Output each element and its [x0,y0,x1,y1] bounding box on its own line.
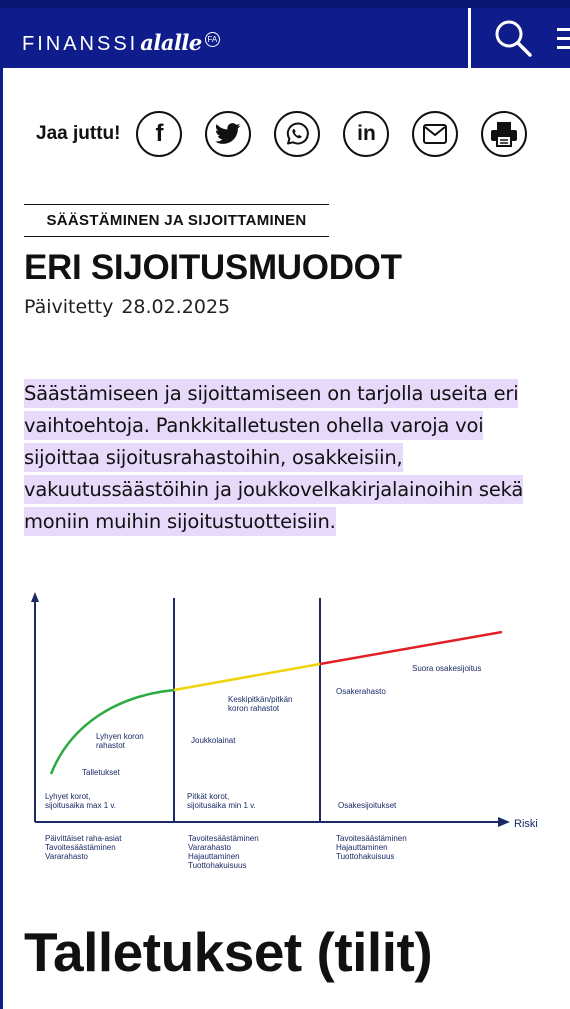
logo-text: FINANSSI [22,33,139,55]
header-divider [468,8,471,68]
label-lyhyen-1: Lyhyen koron [96,732,144,741]
whatsapp-icon [284,121,310,147]
print-icon [490,121,518,147]
twitter-icon [215,123,241,145]
investment-types-figure [20,586,550,878]
col2-line2: Vararahasto [188,843,231,852]
col3-line2: Hajauttaminen [336,843,388,852]
updated-info [24,296,230,318]
label-talletukset: Talletukset [82,768,120,777]
site-logo[interactable] [22,30,220,56]
menu-icon-bar [557,46,570,49]
label-suora: Suora osakesijoitus [412,664,482,673]
col2-line3: Hajauttaminen [188,852,240,861]
share-bar [36,108,527,160]
mail-icon [422,123,448,145]
col2-line4: Tuottohakuisuus [188,861,247,870]
updated-date: 28.02.2025 [121,296,231,318]
label-lyhyen-2: rahastot [96,741,125,750]
col1-line3: Vararahasto [45,852,88,861]
label-pitkat-1: Pitkät korot, [187,792,230,801]
curve-red [320,632,502,664]
share-whatsapp-button[interactable] [274,111,320,157]
search-icon [493,18,533,58]
label-keski-2: koron rahastot [228,704,280,713]
share-linkedin-button[interactable] [343,111,389,157]
share-label: Jaa juttu! [36,123,121,144]
col1-line1: Päivittäiset raha-asiat [45,834,122,843]
linkedin-icon: in [357,122,376,145]
logo-mark: FA [205,32,220,47]
label-lyhyet-2: sijoitusaika max 1 v. [45,801,116,810]
col3-line1: Tavoitesäästäminen [336,834,407,843]
share-email-button[interactable] [412,111,458,157]
col2-line1: Tavoitesäästäminen [188,834,259,843]
label-keski-1: Keskipitkän/pitkän [228,695,293,704]
x-axis-arrow [498,817,510,827]
page-title: ERI SIJOITUSMUODOT [24,248,402,287]
menu-icon [557,28,570,31]
label-pitkat-2: sijoitusaika min 1 v. [187,801,256,810]
menu-button[interactable] [552,20,570,56]
label-joukkolainat: Joukkolainat [191,736,236,745]
label-lyhyet-1: Lyhyet korot, [45,792,91,801]
search-button[interactable] [490,16,536,60]
article-lead [24,378,534,538]
curve-yellow [174,664,320,690]
updated-label: Päivitetty [24,296,114,318]
article-category[interactable]: SÄÄSTÄMINEN JA SIJOITTAMINEN [24,204,329,237]
share-twitter-button[interactable] [205,111,251,157]
col3-line3: Tuottohakuisuus [336,852,395,861]
menu-icon-bar [557,37,570,40]
site-header [0,0,570,68]
left-accent-bar [0,68,3,1009]
lead-text: Säästämiseen ja sijoittamiseen on tarjolla useita eri vaihtoehtoja. Pankkitalletusten ohella varoja voi sijoittaa sijoitusrahastoihin, osakkeisiin, vakuutussäästöihin ja joukkovelkakirjalainoihin sekä moniin muihin sijoitustuotteisiin. [24,379,523,536]
share-facebook-button[interactable] [136,111,182,157]
y-axis-arrow [31,592,39,602]
col1-line2: Tavoitesäästäminen [45,843,116,852]
logo-script-text: alalle [140,30,202,55]
facebook-icon: f [155,120,164,147]
label-osakerahasto: Osakerahasto [336,687,386,696]
share-print-button[interactable] [481,111,527,157]
label-osakesijoitukset: Osakesijoitukset [338,801,397,810]
x-axis-label: Riski [514,818,538,830]
section-heading: Talletukset (tilit) [24,921,433,983]
